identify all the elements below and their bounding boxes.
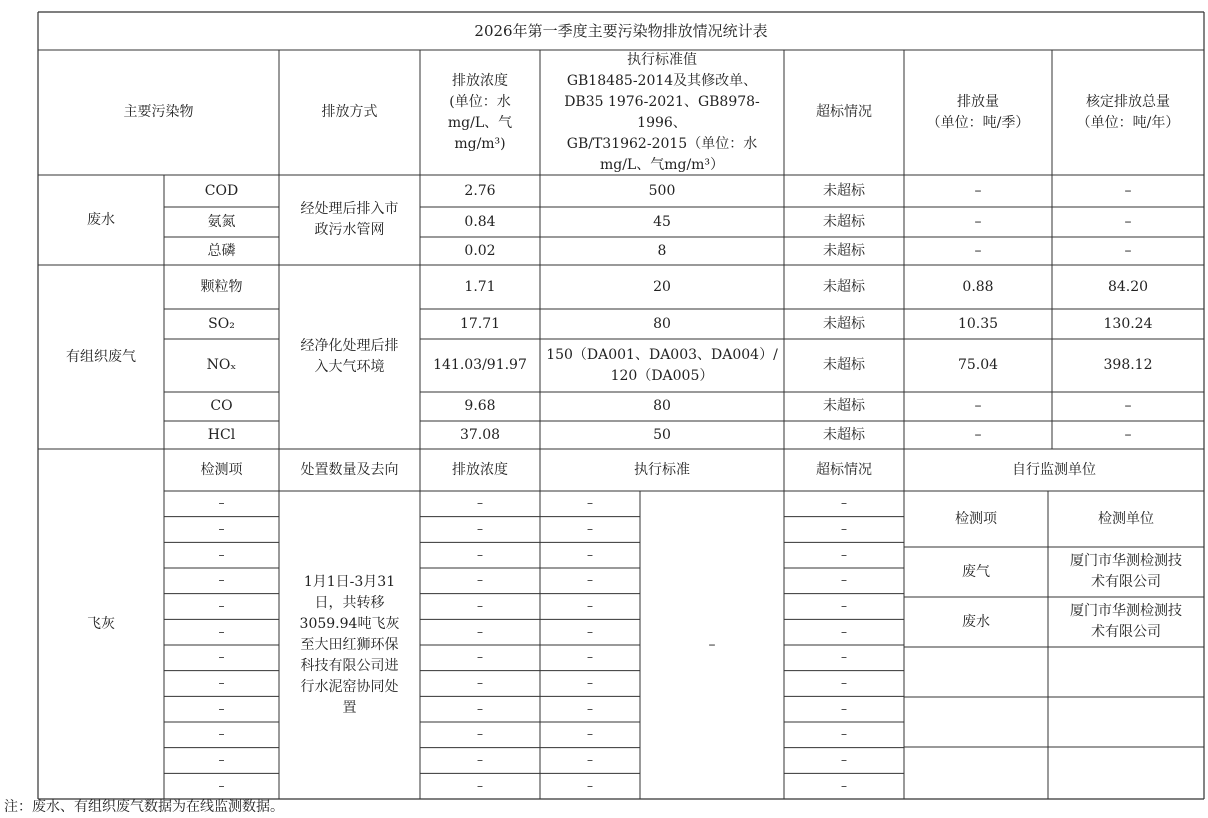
flyash-exceed-dash: – bbox=[841, 752, 847, 767]
table-row-gas-item: 颗粒物 bbox=[200, 278, 243, 295]
method-wastewater: 经处理后排入市 政污水管网 bbox=[300, 201, 399, 238]
flyash-std-cell-dash: – bbox=[587, 496, 593, 511]
flyash-std-cell-dash: – bbox=[587, 752, 593, 767]
table-row-gas-total: 398.12 bbox=[1103, 357, 1153, 373]
flyash-conc-dash: – bbox=[477, 624, 483, 639]
flyash-item-dash: – bbox=[218, 675, 225, 690]
header-pollutant: 主要污染物 bbox=[123, 104, 194, 120]
table-row-ww-total: – bbox=[1124, 242, 1132, 259]
flyash-std-cell-dash: – bbox=[587, 727, 593, 742]
flyash-item-dash: – bbox=[218, 573, 225, 588]
table-row-ww-conc: 0.84 bbox=[464, 213, 496, 230]
flyash-exceed-dash: – bbox=[841, 778, 847, 793]
category-wastewater: 废水 bbox=[87, 211, 115, 228]
flyash-exceed-dash: – bbox=[841, 573, 847, 588]
flyash-conc-dash: – bbox=[477, 675, 483, 690]
table-row-gas-std: 80 bbox=[653, 398, 671, 414]
table-row-ww-amount: – bbox=[974, 213, 982, 230]
table-row-gas-exceed: 未超标 bbox=[823, 357, 865, 373]
table-row-ww-conc: 2.76 bbox=[464, 182, 496, 199]
flyash-item-dash: – bbox=[218, 547, 225, 562]
flyash-header-monitor: 自行监测单位 bbox=[1012, 461, 1096, 478]
table-row-gas-std: 50 bbox=[653, 426, 671, 443]
table-row-gas-total: 130.24 bbox=[1103, 315, 1153, 332]
monitor-row-item: 废水 bbox=[962, 613, 990, 630]
flyash-item-dash: – bbox=[218, 496, 225, 511]
table-row-gas-conc: 17.71 bbox=[459, 315, 501, 332]
flyash-std-cell-dash: – bbox=[587, 573, 593, 588]
flyash-conc-dash: – bbox=[477, 778, 483, 793]
monitor-header-unit: 检测单位 bbox=[1098, 510, 1154, 527]
flyash-exceed-dash: – bbox=[841, 496, 847, 511]
flyash-item-dash: – bbox=[218, 778, 225, 793]
category-flyash: 飞灰 bbox=[87, 615, 115, 632]
flyash-conc-dash: – bbox=[477, 650, 483, 665]
table-row-gas-conc: 37.08 bbox=[459, 426, 501, 443]
table-row-ww-item: 氨氮 bbox=[207, 213, 236, 230]
flyash-conc-dash: – bbox=[477, 598, 483, 613]
flyash-header-item: 检测项 bbox=[200, 461, 243, 478]
flyash-header-conc: 排放浓度 bbox=[452, 461, 508, 478]
table-row-ww-std: 8 bbox=[657, 242, 667, 259]
category-gas: 有组织废气 bbox=[66, 348, 136, 365]
table-row-gas-amount: 0.88 bbox=[962, 278, 994, 295]
flyash-std-cell-dash: – bbox=[587, 598, 593, 613]
table-row-gas-conc: 141.03/91.97 bbox=[433, 357, 527, 373]
flyash-item-dash: – bbox=[218, 701, 225, 716]
table-row-gas-std: 20 bbox=[653, 278, 671, 295]
table-row-gas-amount: 10.35 bbox=[957, 315, 999, 332]
table-row-ww-std: 45 bbox=[653, 213, 671, 230]
flyash-conc-dash: – bbox=[477, 701, 483, 716]
flyash-std-cell-dash: – bbox=[587, 675, 593, 690]
header-exceed: 超标情况 bbox=[816, 104, 872, 120]
header-total: 核定排放总量 （单位：吨/年） bbox=[1076, 93, 1180, 131]
table-row-gas-item: NOₓ bbox=[206, 357, 237, 373]
flyash-item-dash: – bbox=[218, 752, 225, 767]
flyash-exceed-dash: – bbox=[841, 624, 847, 639]
table-row-gas-amount: – bbox=[974, 398, 982, 414]
flyash-std-cell-dash: – bbox=[587, 547, 593, 562]
table-row-ww-total: – bbox=[1124, 182, 1132, 199]
flyash-exceed-dash: – bbox=[841, 701, 847, 716]
flyash-conc-dash: – bbox=[477, 752, 483, 767]
flyash-item-dash: – bbox=[218, 727, 225, 742]
flyash-exceed-dash: – bbox=[841, 675, 847, 690]
flyash-item-dash: – bbox=[218, 650, 225, 665]
monitor-row-unit: 厦门市华测检测技 术有限公司 bbox=[1070, 603, 1182, 640]
flyash-header-exceed: 超标情况 bbox=[816, 461, 872, 478]
flyash-conc-dash: – bbox=[477, 727, 483, 742]
table-row-gas-amount: 75.04 bbox=[957, 357, 999, 373]
method-gas: 经净化处理后排 入大气环境 bbox=[300, 338, 399, 375]
flyash-item-dash: – bbox=[218, 521, 225, 536]
table-row-ww-exceed: 未超标 bbox=[823, 242, 865, 259]
flyash-conc-dash: – bbox=[477, 573, 483, 588]
flyash-disposal-text: 1月1日-3月31 日，共转移 3059.94吨飞灰 至大田红狮环保 科技有限公司进 行水泥窑协同处 置 bbox=[299, 573, 400, 716]
flyash-exceed-dash: – bbox=[841, 521, 847, 536]
flyash-item-dash: – bbox=[218, 624, 225, 639]
table-row-ww-item: COD bbox=[204, 182, 239, 199]
flyash-item-dash: – bbox=[218, 598, 225, 613]
flyash-std-cell-dash: – bbox=[587, 624, 593, 639]
table-row-gas-std: 150（DA001、DA003、DA004）/ 120（DA005） bbox=[546, 346, 778, 384]
table-row-ww-amount: – bbox=[974, 242, 982, 259]
flyash-std-cell-dash: – bbox=[587, 778, 593, 793]
footnote: 注：废水、有组织废气数据为在线监测数据。 bbox=[4, 799, 284, 815]
flyash-conc-dash: – bbox=[477, 547, 483, 562]
flyash-exceed-dash: – bbox=[841, 727, 847, 742]
table-row-gas-total: 84.20 bbox=[1107, 278, 1149, 295]
table-row-gas-std: 80 bbox=[653, 315, 671, 332]
flyash-standard-dash: – bbox=[708, 636, 716, 653]
table-row-ww-amount: – bbox=[974, 182, 982, 199]
monitor-header-item: 检测项 bbox=[955, 510, 997, 527]
header-standard: 执行标准值 GB18485-2014及其修改单、 DB35 1976-2021、GB8978-1996、 GB/T31962-2015（单位：水 mg/L、气mg/m³） bbox=[564, 51, 760, 173]
flyash-exceed-dash: – bbox=[841, 547, 847, 562]
table-title: 2026年第一季度主要污染物排放情况统计表 bbox=[474, 21, 768, 40]
flyash-std-cell-dash: – bbox=[587, 701, 593, 716]
table-row-gas-conc: 1.71 bbox=[464, 278, 496, 295]
table-row-ww-std: 500 bbox=[648, 182, 676, 199]
header-concentration: 排放浓度 (单位：水 mg/L、气 mg/m³) bbox=[447, 72, 513, 152]
monitor-row-unit: 厦门市华测检测技 术有限公司 bbox=[1070, 553, 1182, 590]
flyash-exceed-dash: – bbox=[841, 650, 847, 665]
table-row-ww-conc: 0.02 bbox=[464, 242, 496, 259]
table-row-gas-exceed: 未超标 bbox=[823, 398, 865, 414]
table-row-ww-item: 总磷 bbox=[207, 242, 236, 259]
flyash-std-cell-dash: – bbox=[587, 650, 593, 665]
table-row-gas-amount: – bbox=[974, 426, 982, 443]
table-row-gas-item: HCl bbox=[207, 426, 236, 443]
flyash-header-std: 执行标准 bbox=[634, 461, 690, 478]
table-row-gas-item: CO bbox=[210, 398, 233, 414]
table-row-ww-total: – bbox=[1124, 213, 1132, 230]
table-row-gas-total: – bbox=[1124, 398, 1132, 414]
monitor-row-item: 废气 bbox=[962, 563, 990, 580]
flyash-header-disposal: 处置数量及去向 bbox=[300, 461, 399, 478]
table-row-gas-exceed: 未超标 bbox=[823, 315, 865, 332]
header-method: 排放方式 bbox=[321, 104, 378, 120]
table-row-gas-total: – bbox=[1124, 426, 1132, 443]
table-row-gas-exceed: 未超标 bbox=[823, 278, 865, 295]
table-row-gas-conc: 9.68 bbox=[464, 398, 496, 414]
header-amount: 排放量 （单位：吨/季） bbox=[926, 93, 1030, 131]
table-row-gas-item: SO₂ bbox=[208, 315, 235, 332]
flyash-conc-dash: – bbox=[477, 521, 483, 536]
flyash-std-cell-dash: – bbox=[587, 521, 593, 536]
table-row-gas-exceed: 未超标 bbox=[823, 426, 865, 443]
table-row-ww-exceed: 未超标 bbox=[823, 213, 865, 230]
flyash-conc-dash: – bbox=[477, 496, 483, 511]
table-row-ww-exceed: 未超标 bbox=[823, 182, 865, 199]
flyash-exceed-dash: – bbox=[841, 598, 847, 613]
